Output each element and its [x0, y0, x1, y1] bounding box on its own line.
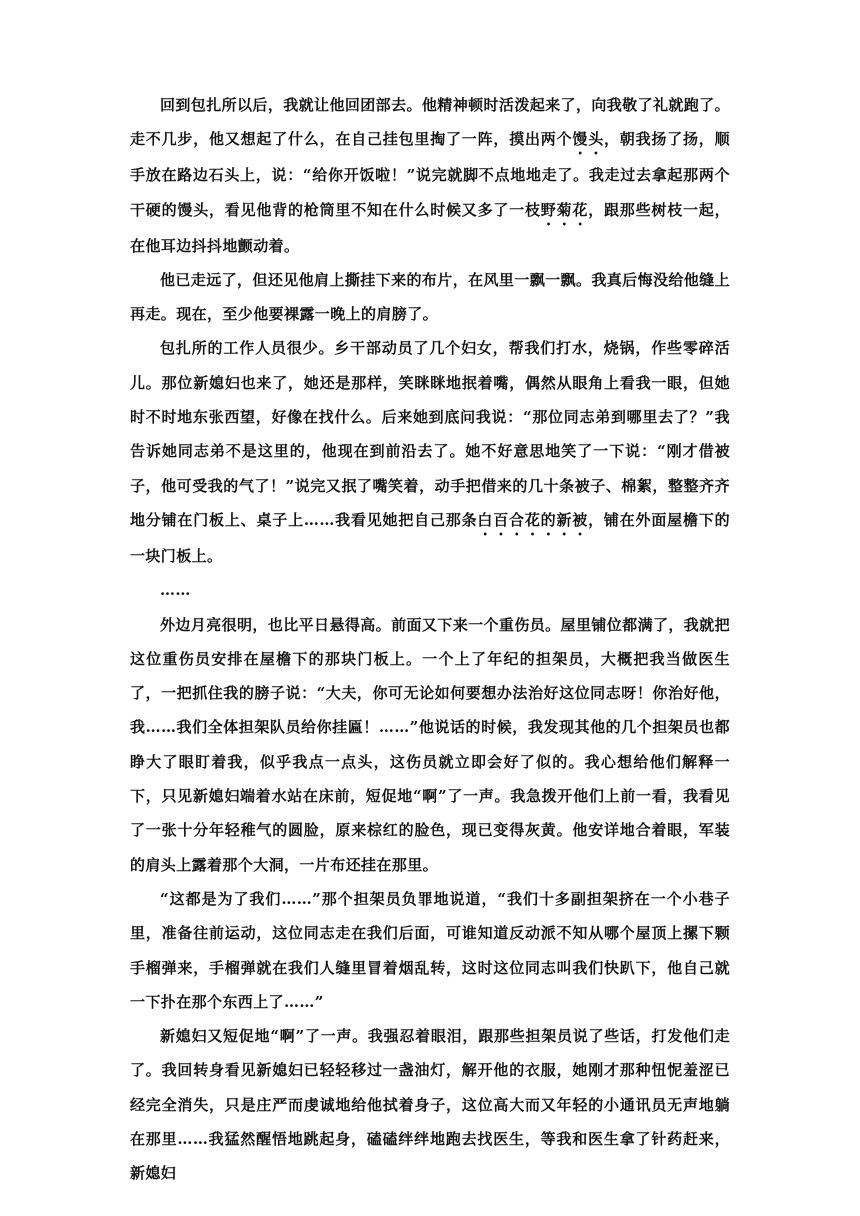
emphasized-text: 馒头 [572, 130, 604, 149]
paragraph-6 [130, 1019, 730, 1190]
document-body [130, 88, 730, 1191]
paragraph-1 [130, 88, 730, 263]
paragraph-5 [130, 882, 730, 1019]
text-segment: ，朝我扬了扬，顺手放在路边石头上，说：“给你开饭啦！”说完就脚不点地地走了。我走过去拿起那两个干硬的馒头，看见他背的枪筒里不知在什么时候又多了一枝 [130, 130, 730, 219]
text-segment: 他已走远了，但还见他肩上撕挂下来的布片，在风里一飘一飘。我真后悔没给他缝上再走。现在，至少他要裸露一晚上的肩膀了。 [130, 270, 730, 324]
text-segment: 外边月亮很明，也比平日悬得高。前面又下来一个重伤员。屋里铺位都满了，我就把这位重伤员安排在屋檐下的那块门板上。一个上了年纪的担架员，大概把我当做医生了，一把抓住我的膀子说：“大夫，你可无论如何要想办法治好这位同志呀！你治好他，我……我们全体担架队员给你挂匾！……”他说话的时候，我发现其他的几个担架员也都睁大了眼盯着我，似乎我点一点头，这伤员就立即会好了似的。我心想给他们解释一下，只见新媳妇端着水站在床前，短促地“啊”了一声。我急拨开他们上前一看，我看见了一张十分年轻稚气的圆脸，原来棕红的脸色，现已变得灰黄。他安详地合着眼，军装的肩头上露着那个大洞，一片布还挂在那里。 [130, 615, 730, 874]
paragraph-3 [130, 331, 730, 573]
emphasized-text: 白百合花的新被 [477, 510, 589, 529]
text-segment: 新媳妇又短促地“啊”了一声。我强忍着眼泪，跟那些担架员说了些话，打发他们走了。我回转身看见新媳妇已轻轻移过一盏油灯，解开他的衣服，她刚才那种忸怩羞涩已经完全消失，只是庄严而虔诚地给他拭着身子，这位高大而又年轻的小通讯员无声地躺在那里……我猛然醒悟地跳起身，磕磕绊绊地跑去找医生，等我和医生拿了针药赶来，新媳妇 [130, 1027, 730, 1183]
text-segment: ，铺在外面屋檐下的一块门板上。 [130, 510, 730, 565]
emphasized-text: 野菊花 [540, 200, 589, 219]
section-ellipsis: …… [160, 581, 191, 600]
text-segment: 包扎所的工作人员很少。乡干部动员了几个妇女，帮我们打水，烧锅，作些零碎活儿。那位新媳妇也来了，她还是那样，笑眯眯地抿着嘴，偶然从眼角上看我一眼，但她时不时地东张西望，好像在找什么。后来她到底问我说：“那位同志弟到哪里去了？”我告诉她同志弟不是这里的，他现在到前沿去了。她不好意思地笑了一下说：“刚才借被子，他可受我的气了！”说完又抿了嘴笑着，动手把借来的几十条被子、棉絮，整整齐齐地分铺在门板上、桌子上……我看见她把自己那条 [130, 339, 730, 529]
text-segment: 回到包扎所以后，我就让他回团部去。他精神顿时活泼起来了，向我敬了礼就跑了。走不几步，他又想起了什么，在自己挂包里掏了一阵，摸出两个 [130, 96, 730, 149]
text-segment: “这都是为了我们……”那个担架员负罪地说道，“我们十多副担架挤在一个小巷子里，准备往前运动，这位同志走在我们后面，可谁知道反动派不知从哪个屋顶上摞下颗手榴弹来，手榴弹就在我们人缝里冒着烟乱转，这时这位同志叫我们快趴下，他自己就一下扑在那个东西上了……” [130, 889, 730, 1011]
paragraph-4 [130, 608, 730, 882]
text-segment: ，跟那些树枝一起，在他耳边抖抖地颤动着。 [130, 200, 731, 255]
paragraph-2 [130, 263, 730, 332]
